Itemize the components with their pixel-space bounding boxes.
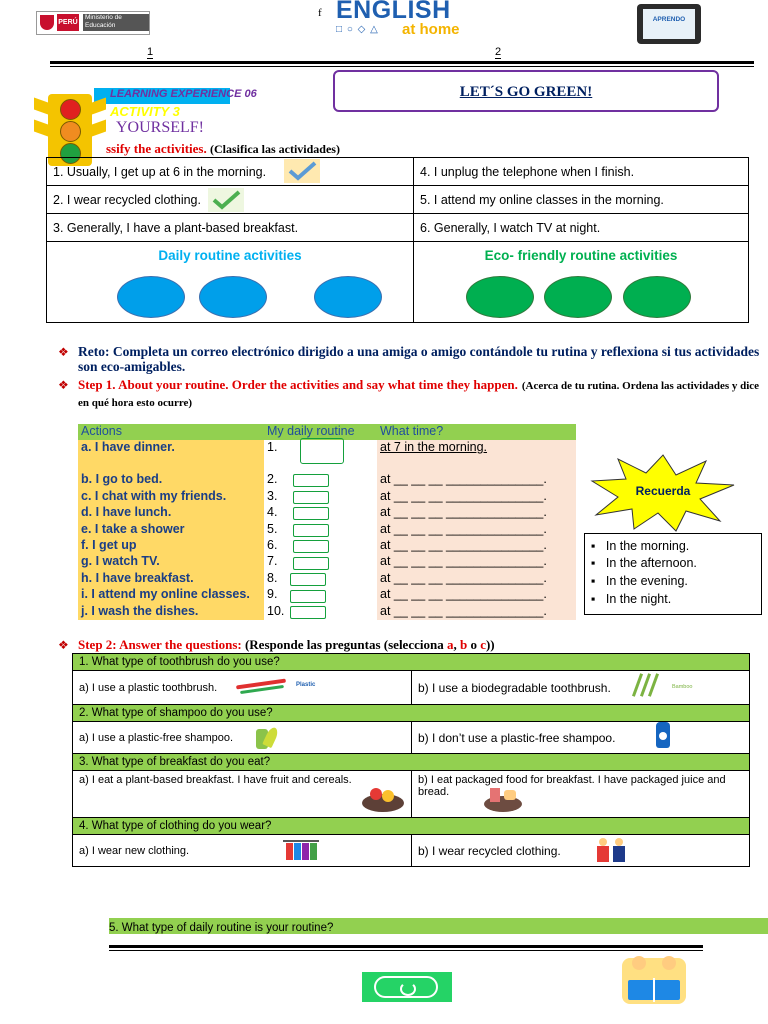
new-clothing-rack-icon bbox=[283, 838, 319, 864]
step2-instruction: Step 2: Answer the questions: (Responde las preguntas (selecciona a, b o c)) bbox=[78, 637, 495, 652]
action-a: a. I have dinner. bbox=[78, 440, 264, 472]
activity-label: ACTIVITY 3 bbox=[110, 104, 180, 119]
answer-1a[interactable]: a) I use a plastic toothbrush. bbox=[73, 671, 412, 705]
question-2: 2. What type of shampoo do you use? bbox=[73, 705, 750, 722]
activity-item-4: 4. I unplug the telephone when I finish. bbox=[414, 158, 749, 186]
step1-instruction bbox=[78, 377, 768, 411]
recuerda-item-3: ▪ In the evening. bbox=[591, 574, 688, 588]
time-2: at __ __ __ ______________. bbox=[377, 472, 576, 488]
recuerda-item-4: ▪ In the night. bbox=[591, 592, 672, 606]
recuerda-item-2: ▪ In the afternoon. bbox=[591, 556, 697, 570]
action-f: f. I get up bbox=[78, 538, 264, 554]
time-8: at __ __ __ ______________. bbox=[377, 571, 576, 587]
answer-3b[interactable]: b) I eat packaged food for breakfast. I have packaged juice and bread. bbox=[412, 771, 750, 818]
answer-1b[interactable]: b) I use a biodegradable toothbrush. bbox=[412, 671, 750, 705]
routine-num-2: 2. bbox=[264, 472, 377, 488]
eco-oval-3[interactable] bbox=[623, 276, 691, 318]
header-rule bbox=[50, 61, 754, 64]
brand-subtitle: at home bbox=[402, 21, 460, 38]
question-1: 1. What type of toothbrush do you use? bbox=[73, 654, 750, 671]
routine-num-4: 4. bbox=[264, 505, 377, 521]
classify-label-red: ssify the activities. bbox=[106, 141, 207, 156]
checkmark-icon bbox=[208, 188, 244, 212]
routine-input-box-4[interactable] bbox=[293, 507, 329, 520]
ministry-name: Ministerio de Educación bbox=[83, 14, 149, 31]
action-g: g. I watch TV. bbox=[78, 554, 264, 570]
plant-breakfast-icon bbox=[362, 784, 404, 812]
answer-4b[interactable]: b) I wear recycled clothing. bbox=[412, 835, 750, 867]
time-9: at __ __ __ ______________. bbox=[377, 587, 576, 603]
time-5: at __ __ __ ______________. bbox=[377, 522, 576, 538]
routine-input-box-3[interactable] bbox=[293, 491, 329, 504]
reto-text: Reto: Completa un correo electrónico dirigido a una amiga o amigo contándole tu rutina y reflexiona si tus actividades son eco-amigables. bbox=[78, 344, 760, 374]
activity-item-3: 3. Generally, I have a plant-based breakfast. bbox=[47, 214, 414, 242]
activity-item-1: 1. Usually, I get up at 6 in the morning. bbox=[47, 158, 414, 186]
whatsapp-icon bbox=[374, 976, 438, 998]
action-b: b. I go to bed. bbox=[78, 472, 264, 488]
eco-oval-2[interactable] bbox=[544, 276, 612, 318]
yourself-label: YOURSELF! bbox=[116, 119, 205, 136]
shampoo-bottle-icon bbox=[254, 725, 280, 751]
checkmark-icon bbox=[284, 159, 320, 183]
routine-num-7: 7. bbox=[264, 554, 377, 570]
kids-reading-icon bbox=[618, 952, 690, 1012]
activity-item-2: 2. I wear recycled clothing. bbox=[47, 186, 414, 214]
action-d: d. I have lunch. bbox=[78, 505, 264, 521]
routine-input-box-7[interactable] bbox=[293, 557, 329, 570]
col-header-actions: Actions bbox=[78, 424, 264, 440]
step1-note: (Acerca de tu rutina. Ordena las actividades y dice en qué hora esto ocurre) bbox=[78, 380, 760, 409]
step2-title: Step 2: Answer the questions: bbox=[78, 637, 242, 652]
answer-2a[interactable]: a) I use a plastic-free shampoo. bbox=[73, 722, 412, 754]
time-10: at __ __ __ ______________. bbox=[377, 604, 576, 620]
action-i: i. I attend my online classes. bbox=[78, 587, 264, 603]
recuerda-box bbox=[584, 533, 762, 615]
routine-num-8: 8. bbox=[264, 571, 377, 587]
diamond-bullet-icon: ❖ bbox=[58, 345, 69, 359]
col-header-time: What time? bbox=[377, 424, 576, 440]
routine-input-box-1[interactable] bbox=[300, 438, 344, 464]
classify-instruction bbox=[106, 141, 340, 157]
minedu-logo bbox=[36, 11, 150, 35]
letter-f: f bbox=[318, 7, 322, 19]
diamond-bullet-icon: ❖ bbox=[58, 378, 69, 392]
daily-oval-1[interactable] bbox=[117, 276, 185, 318]
activity-item-6: 6. Generally, I watch TV at night. bbox=[414, 214, 749, 242]
traffic-light-icon bbox=[34, 94, 106, 166]
time-1: at 7 in the morning. bbox=[377, 440, 576, 472]
lesson-title-box bbox=[333, 70, 719, 112]
question-5-bar bbox=[109, 918, 768, 934]
eco-routine-label: Eco- friendly routine activities bbox=[484, 248, 678, 263]
bamboo-image-label: Bamboo bbox=[672, 684, 693, 690]
question-5: 5. What type of daily routine is your routine? bbox=[109, 922, 334, 934]
time-4: at __ __ __ ______________. bbox=[377, 505, 576, 521]
routine-num-6: 6. bbox=[264, 538, 377, 554]
daily-oval-3[interactable] bbox=[314, 276, 382, 318]
packaged-breakfast-icon bbox=[484, 786, 522, 812]
routine-input-box-10[interactable] bbox=[290, 606, 326, 619]
answer-4a[interactable]: a) I wear new clothing. bbox=[73, 835, 412, 867]
daily-routine-label: Daily routine activities bbox=[158, 248, 302, 263]
routine-input-box-5[interactable] bbox=[293, 524, 329, 537]
time-7: at __ __ __ ______________. bbox=[377, 554, 576, 570]
aprendo-tablet-icon bbox=[637, 4, 701, 44]
footer-rule-thin bbox=[109, 950, 703, 951]
brand-shapes: □ ○ ◇ △ bbox=[336, 24, 379, 35]
activity-item-5: 5. I attend my online classes in the morning. bbox=[414, 186, 749, 214]
question-3: 3. What type of breakfast do you eat? bbox=[73, 754, 750, 771]
diamond-bullet-icon: ❖ bbox=[58, 638, 69, 652]
plastic-toothbrush-icon bbox=[236, 674, 294, 694]
whatsapp-button[interactable] bbox=[362, 972, 452, 1002]
bamboo-toothbrush-icon bbox=[630, 673, 670, 697]
shampoo-bottle-icon bbox=[656, 722, 670, 748]
page-number-1: 1 bbox=[147, 46, 154, 58]
time-3: at __ __ __ ______________. bbox=[377, 489, 576, 505]
action-h: h. I have breakfast. bbox=[78, 571, 264, 587]
action-c: c. I chat with my friends. bbox=[78, 489, 264, 505]
routine-input-box-2[interactable] bbox=[293, 474, 329, 487]
answer-2b[interactable]: b) I don’t use a plastic-free shampoo. bbox=[412, 722, 750, 754]
routine-num-3: 3. bbox=[264, 489, 377, 505]
classify-label-black: (Clasifica las actividades) bbox=[209, 142, 340, 156]
lesson-title: LET´S GO GREEN! bbox=[459, 84, 593, 100]
time-6: at __ __ __ ______________. bbox=[377, 538, 576, 554]
plastic-image-label: Plastic bbox=[296, 682, 316, 688]
experience-label: LEARNING EXPERIENCE 06 bbox=[110, 88, 257, 100]
routine-input-box-6[interactable] bbox=[293, 540, 329, 553]
routine-num-1: 1. bbox=[264, 440, 377, 472]
aprendo-label: APRENDO bbox=[643, 9, 695, 39]
daily-oval-2[interactable] bbox=[199, 276, 267, 318]
routine-num-10: 10. bbox=[264, 604, 377, 620]
step1-title: Step 1. About your routine. Order the activities and say what time they happen. bbox=[78, 377, 518, 392]
col-header-routine: My daily routine bbox=[264, 424, 377, 440]
footer-rule bbox=[109, 945, 703, 948]
recycled-clothing-icon bbox=[596, 836, 630, 864]
answer-3a[interactable]: a) I eat a plant-based breakfast. I have fruit and cereals. bbox=[73, 771, 412, 818]
brand-title: ENGLISH bbox=[336, 0, 451, 24]
starburst-icon bbox=[588, 453, 738, 533]
recuerda-item-1: ▪ In the morning. bbox=[591, 539, 690, 553]
routine-input-box-9[interactable] bbox=[290, 590, 326, 603]
peru-flag: PERÚ bbox=[57, 14, 79, 31]
action-e: e. I take a shower bbox=[78, 522, 264, 538]
recuerda-label: Recuerda bbox=[635, 484, 691, 498]
question-4: 4. What type of clothing do you wear? bbox=[73, 818, 750, 835]
routine-num-5: 5. bbox=[264, 522, 377, 538]
eco-oval-1[interactable] bbox=[466, 276, 534, 318]
peru-shield-icon bbox=[40, 15, 54, 30]
page-number-2: 2 bbox=[495, 46, 502, 58]
action-j: j. I wash the dishes. bbox=[78, 604, 264, 620]
routine-input-box-8[interactable] bbox=[290, 573, 326, 586]
header-rule-thin bbox=[50, 66, 754, 67]
routine-num-9: 9. bbox=[264, 587, 377, 603]
